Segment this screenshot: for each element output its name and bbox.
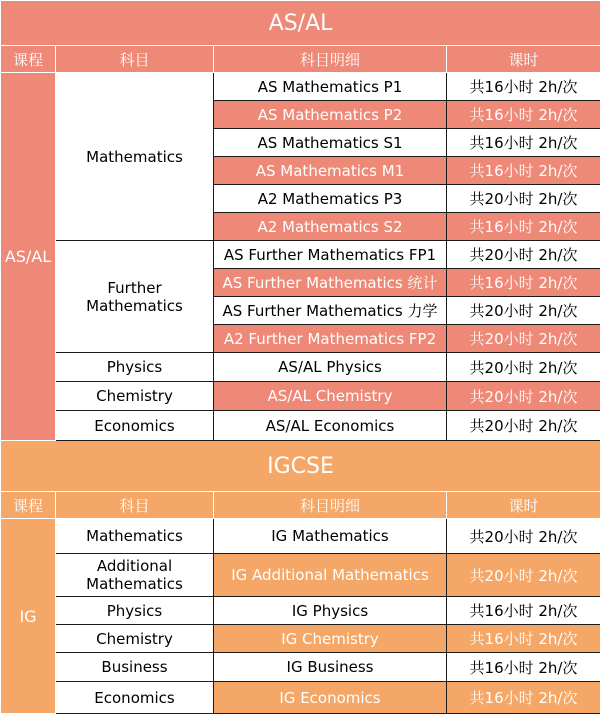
- igcse-header-hours: 课时: [447, 492, 600, 519]
- igcse-hours-cell: 共16小时 2h/次: [447, 625, 600, 653]
- asal-hours-cell: 共20小时 2h/次: [447, 411, 600, 441]
- igcse-detail-cell: IG Mathematics: [214, 519, 447, 554]
- asal-detail-cell: AS/AL Chemistry: [214, 382, 447, 411]
- igcse-subject-cell: Mathematics: [56, 519, 214, 554]
- igcse-subject-cell: Physics: [56, 597, 214, 625]
- asal-detail-cell: AS Mathematics P1: [214, 73, 447, 101]
- asal-hours-cell: 共16小时 2h/次: [447, 269, 600, 297]
- asal-subject-physics: Physics: [56, 353, 214, 382]
- igcse-subject-cell: Chemistry: [56, 625, 214, 653]
- asal-header-subject: 科目: [56, 46, 214, 73]
- igcse-subject-cell: Additional Mathematics: [56, 554, 214, 597]
- igcse-subject-cell: Business: [56, 653, 214, 682]
- igcse-hours-cell: 共20小时 2h/次: [447, 554, 600, 597]
- asal-hours-cell: 共16小时 2h/次: [447, 129, 600, 157]
- asal-detail-cell: A2 Mathematics P3: [214, 185, 447, 213]
- asal-course-label: AS/AL: [1, 73, 56, 441]
- igcse-course-label: IG: [1, 519, 56, 714]
- igcse-subject-cell: Economics: [56, 682, 214, 714]
- asal-detail-cell: AS/AL Physics: [214, 353, 447, 382]
- igcse-detail-cell: IG Chemistry: [214, 625, 447, 653]
- asal-subject-mathematics: Mathematics: [56, 73, 214, 241]
- igcse-header-subject: 科目: [56, 492, 214, 519]
- igcse-hours-cell: 共16小时 2h/次: [447, 653, 600, 682]
- igcse-hours-cell: 共16小时 2h/次: [447, 597, 600, 625]
- asal-section-title: AS/AL: [1, 1, 600, 46]
- igcse-detail-cell: IG Economics: [214, 682, 447, 714]
- asal-detail-cell: A2 Further Mathematics FP2: [214, 325, 447, 353]
- asal-detail-cell: AS Further Mathematics FP1: [214, 241, 447, 269]
- asal-hours-cell: 共20小时 2h/次: [447, 325, 600, 353]
- asal-detail-cell: AS Further Mathematics 统计: [214, 269, 447, 297]
- igcse-hours-cell: 共16小时 2h/次: [447, 682, 600, 714]
- igcse-header-detail: 科目明细: [214, 492, 447, 519]
- asal-detail-cell: AS Mathematics S1: [214, 129, 447, 157]
- asal-detail-cell: AS Mathematics P2: [214, 101, 447, 129]
- asal-subject-further-mathematics: Further Mathematics: [56, 241, 214, 353]
- asal-hours-cell: 共20小时 2h/次: [447, 297, 600, 325]
- asal-header-hours: 课时: [447, 46, 600, 73]
- asal-hours-cell: 共16小时 2h/次: [447, 101, 600, 129]
- asal-header-detail: 科目明细: [214, 46, 447, 73]
- asal-detail-cell: A2 Mathematics S2: [214, 213, 447, 241]
- asal-subject-chemistry: Chemistry: [56, 382, 214, 411]
- igcse-detail-cell: IG Physics: [214, 597, 447, 625]
- asal-header-course: 课程: [1, 46, 56, 73]
- igcse-header-course: 课程: [1, 492, 56, 519]
- asal-subject-economics: Economics: [56, 411, 214, 441]
- asal-hours-cell: 共16小时 2h/次: [447, 213, 600, 241]
- asal-detail-cell: AS/AL Economics: [214, 411, 447, 441]
- igcse-detail-cell: IG Business: [214, 653, 447, 682]
- asal-hours-cell: 共20小时 2h/次: [447, 241, 600, 269]
- asal-hours-cell: 共20小时 2h/次: [447, 382, 600, 411]
- igcse-hours-cell: 共20小时 2h/次: [447, 519, 600, 554]
- igcse-detail-cell: IG Additional Mathematics: [214, 554, 447, 597]
- igcse-section-title: IGCSE: [1, 441, 600, 492]
- asal-hours-cell: 共20小时 2h/次: [447, 353, 600, 382]
- asal-hours-cell: 共16小时 2h/次: [447, 157, 600, 185]
- asal-hours-cell: 共16小时 2h/次: [447, 73, 600, 101]
- asal-detail-cell: AS Mathematics M1: [214, 157, 447, 185]
- asal-hours-cell: 共20小时 2h/次: [447, 185, 600, 213]
- asal-detail-cell: AS Further Mathematics 力学: [214, 297, 447, 325]
